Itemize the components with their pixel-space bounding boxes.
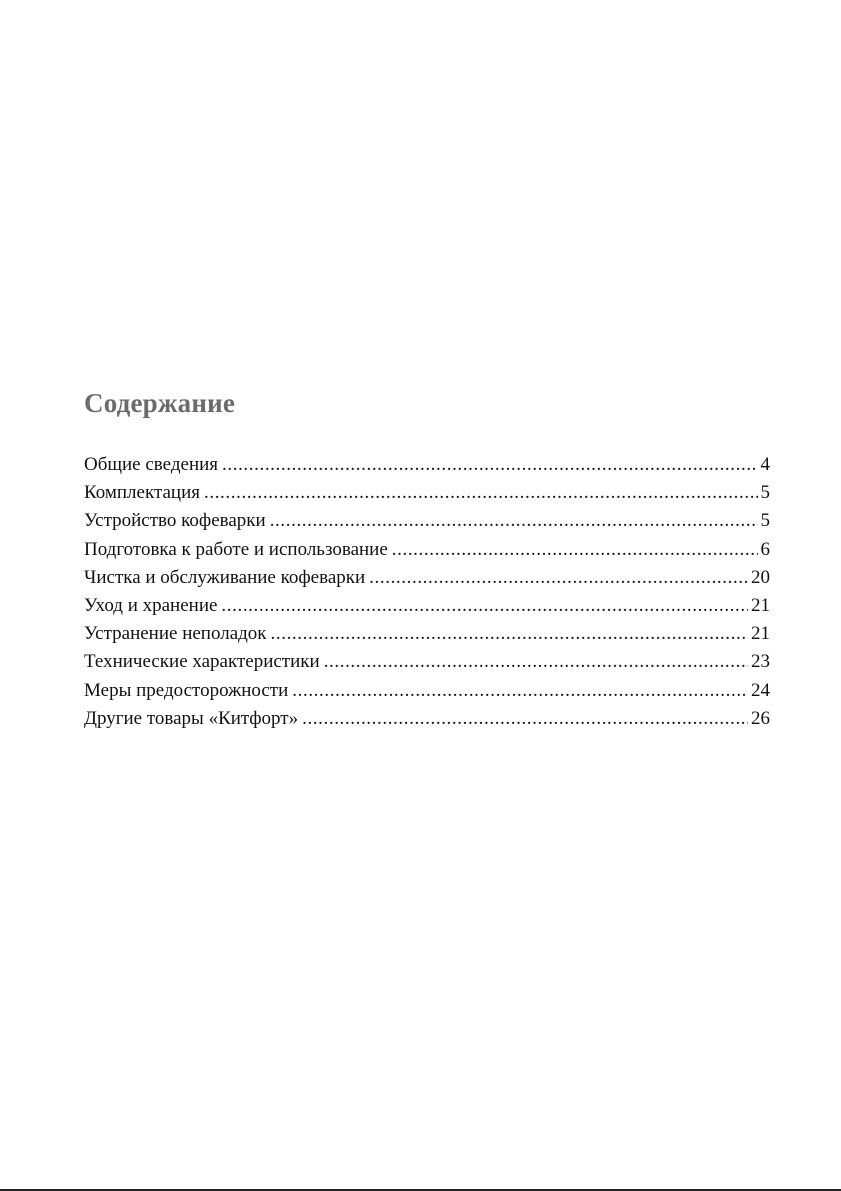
dot-leader: [369, 564, 748, 592]
toc-entry[interactable]: [84, 451, 770, 479]
toc-entry-page: 21: [751, 594, 770, 616]
toc-entry[interactable]: [84, 564, 770, 592]
dot-leader: [292, 677, 748, 705]
toc-entry-page: 20: [751, 566, 770, 588]
toc-entry-label: Другие товары «Китфорт»: [84, 707, 299, 729]
dot-leader: [271, 620, 748, 648]
toc-entry-label: Меры предосторожности: [84, 679, 289, 701]
dot-leader: [392, 536, 758, 564]
toc-entry[interactable]: [84, 507, 770, 535]
dot-leader: [324, 648, 748, 676]
dot-leader: [270, 507, 758, 535]
toc-entry[interactable]: [84, 479, 770, 507]
toc-entry-page: 6: [760, 538, 770, 560]
dot-leader: [222, 451, 757, 479]
dot-leader: [221, 592, 748, 620]
toc-entry[interactable]: [84, 536, 770, 564]
toc-entry-label: Подготовка к работе и использование: [84, 538, 388, 560]
toc-entry-label: Общие сведения: [84, 454, 219, 475]
toc-entry-label: Устройство кофеварки: [84, 510, 266, 532]
toc-entry-page: 23: [751, 651, 770, 673]
toc-list: [84, 451, 770, 733]
toc-entry-page: 21: [751, 623, 770, 645]
toc-entry[interactable]: [84, 677, 770, 705]
dot-leader: [302, 705, 748, 733]
toc-entry-page: 4: [760, 454, 770, 475]
toc-entry-label: Комплектация: [84, 482, 200, 504]
toc-entry-page: 26: [751, 707, 770, 729]
toc-title: Содержание: [84, 388, 236, 418]
toc-entry-label: Технические характеристики: [84, 651, 320, 673]
toc-entry-page: 24: [751, 679, 770, 701]
dot-leader: [204, 479, 758, 507]
toc-entry[interactable]: [84, 705, 770, 733]
toc-entry[interactable]: [84, 592, 770, 620]
toc-entry[interactable]: [84, 648, 770, 676]
toc-entry-page: 5: [760, 510, 770, 532]
toc-entry-label: Устранение неполадок: [84, 623, 267, 645]
toc-entry-label: Чистка и обслуживание кофеварки: [84, 566, 366, 588]
toc-entry-label: Уход и хранение: [84, 594, 218, 616]
toc-entry[interactable]: [84, 620, 770, 648]
toc-entry-page: 5: [760, 482, 770, 504]
